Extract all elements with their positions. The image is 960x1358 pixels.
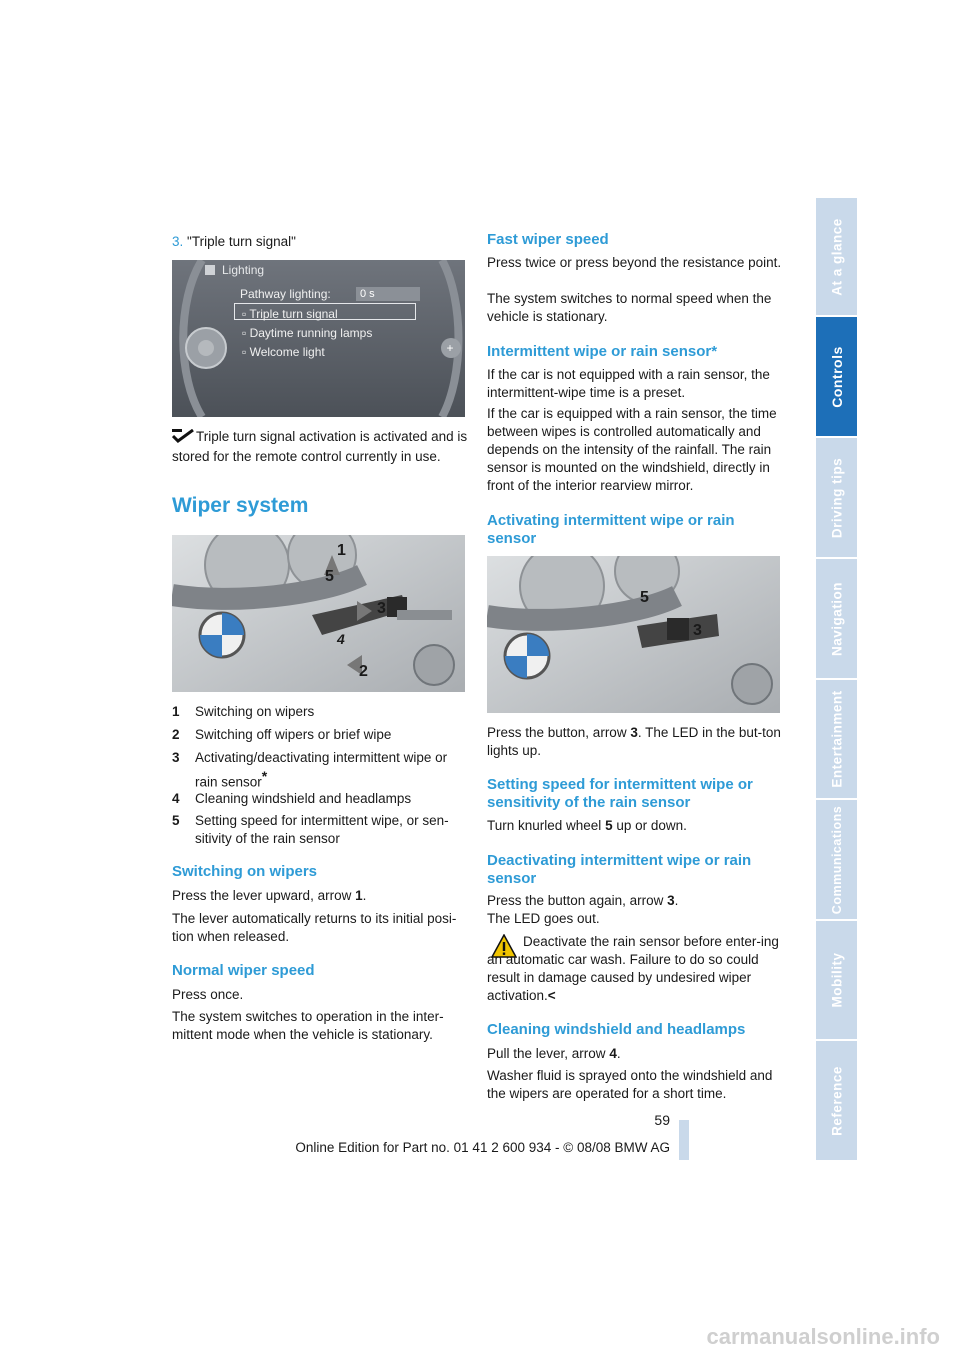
deactivating-title: Deactivating intermittent wipe or rain sensor [487,852,752,887]
wiper-system-title: Wiper system [172,494,309,517]
callout-5: 5 [325,568,334,585]
tab-entertainment[interactable]: Entertainment [816,680,857,798]
deact-p2: The LED goes out. [487,911,600,926]
menu-title: Lighting [222,263,265,277]
callout-2: 2 [359,663,368,680]
option-triple-turn-signal: ▫ Triple turn signal [242,307,338,321]
setting-p: Turn knurled wheel 5 up or down. [487,818,687,833]
edition-footer: Online Edition for Part no. 01 41 2 600 934 - © 08/08 BMW AG [295,1140,670,1155]
list-item: 4 Cleaning windshield and headlamps [172,791,412,806]
tab-communications[interactable]: Communications [816,800,857,919]
activating-graphic [487,556,780,713]
setting-speed-title: Setting speed for intermittent wipe or sensitivity of the rain sensor [487,776,753,811]
tab-reference[interactable]: Reference [816,1041,857,1160]
inter-p1: If the car is not equipped with a rain sensor, the intermittent-wipe time is a preset. [487,367,770,400]
tab-driving-tips[interactable]: Driving tips [816,438,857,557]
triple-note: Triple turn signal activation is activated and is stored for the remote control currently in use. [172,429,468,464]
fast-speed-title: Fast wiper speed [487,231,609,248]
switching-p1: Press the lever upward, arrow 1. [172,888,367,903]
tab-at-a-glance[interactable]: At a glance [816,198,857,315]
list-item: 1 Switching on wipers [172,704,315,719]
list-item: 5 Setting speed for intermittent wipe, or sen-sitivity of the rain sensor [172,813,449,846]
fast-p1: Press twice or press beyond the resistance point. [487,255,782,270]
wiper-lever-image [172,535,465,692]
svg-text:+: + [446,341,454,355]
switching-p2: The lever automatically returns to its initial posi-tion when released. [172,911,457,944]
fast-p2: The system switches to normal speed when the vehicle is stationary. [487,291,772,324]
activating-p: Press the button, arrow 3. The LED in the but-ton lights up. [487,725,781,758]
watermark-bar [0,1318,960,1358]
tab-mobility[interactable]: Mobility [816,921,857,1039]
wiper-lever-graphic [172,535,465,692]
normal-speed-title: Normal wiper speed [172,962,315,979]
option-welcome-light: ▫ Welcome light [242,345,325,359]
list-item: 2 Switching off wipers or brief wipe [172,727,392,742]
page-marker [679,1120,689,1160]
option-daytime-running-lamps: ▫ Daytime running lamps [242,326,373,340]
callout-1: 1 [337,542,346,559]
activating-image [487,556,780,713]
checkmark-icon [172,429,196,448]
pathway-label: Pathway lighting: [240,287,331,301]
tab-controls[interactable]: Controls [816,317,857,436]
list-item: 3 Activating/deactivating intermittent wipe or rain sensor* [172,750,448,790]
watermark-text: carmanualsonline.info [706,1324,940,1349]
cleaning-title: Cleaning windshield and headlamps [487,1021,746,1038]
callout-4: 4 [337,631,345,647]
clean-p2: Washer fluid is sprayed onto the windshield and the wipers are operated for a short time. [487,1068,773,1101]
normal-p1: Press once. [172,987,244,1002]
clean-p1: Pull the lever, arrow 4. [487,1046,621,1061]
callout-5: 5 [640,589,649,606]
callout-3: 3 [377,600,386,617]
intermittent-title: Intermittent wipe or rain sensor* [487,343,718,360]
switching-title: Switching on wipers [172,863,318,880]
tab-navigation[interactable]: Navigation [816,559,857,678]
step-3: 3. "Triple turn signal" [172,234,296,249]
deact-p1: Press the button again, arrow 3. [487,893,679,908]
warning-text: Deactivate the rain sensor before enter-ing an automatic car wash. Failure to do so could result in damage caused by undesired wiper activation.< [487,934,779,1003]
pathway-value: 0 s [356,287,420,301]
callout-3: 3 [693,622,702,639]
activating-title: Activating intermittent wipe or rain sensor [487,512,735,547]
normal-p2: The system switches to operation in the inter-mittent mode when the vehicle is stationary. [172,1009,444,1042]
lighting-menu-image [172,260,465,417]
page-number: 59 [654,1112,670,1128]
option-list [242,305,372,362]
inter-p2: If the car is equipped with a rain sensor, the time between wipes is controlled automatically and depends on the intensity of the rainfall. The rain sensor is mounted on the windshield, directly in front of the interior rearview mirror. [487,406,777,493]
